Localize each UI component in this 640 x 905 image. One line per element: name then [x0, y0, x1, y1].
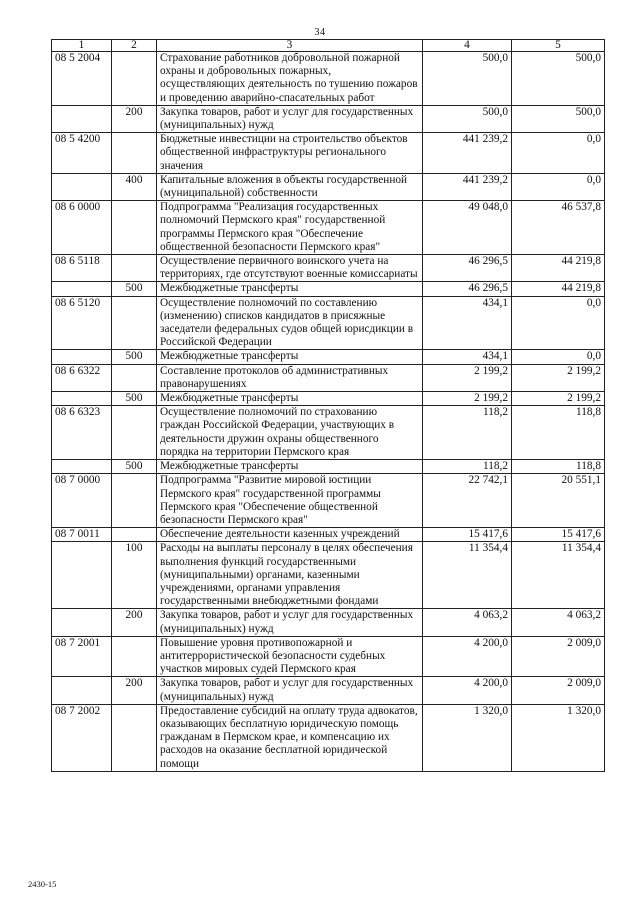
row-code: 08 6 5120: [52, 296, 112, 350]
row-value-1: 441 239,2: [423, 133, 512, 174]
row-value-1: 11 354,4: [423, 542, 512, 609]
row-value-1: 118,2: [423, 460, 512, 474]
table-row: [52, 201, 605, 255]
row-code: [52, 173, 112, 200]
row-value-1: 1 320,0: [423, 704, 512, 771]
column-header: 4: [423, 40, 512, 52]
row-name: Повышение уровня противопожарной и антитеррористической безопасности судебных участков мировых судей Пермского края: [157, 636, 423, 677]
row-expense-type: 500: [112, 282, 157, 296]
row-value-2: 15 417,6: [512, 528, 605, 542]
row-value-2: 0,0: [512, 350, 605, 364]
row-code: [52, 282, 112, 296]
row-expense-type: [112, 255, 157, 282]
row-value-1: 2 199,2: [423, 392, 512, 406]
row-code: 08 6 6323: [52, 406, 112, 460]
row-name: Закупка товаров, работ и услуг для государственных (муниципальных) нужд: [157, 609, 423, 636]
table-row: [52, 364, 605, 391]
row-expense-type: 200: [112, 677, 157, 704]
row-expense-type: [112, 201, 157, 255]
table-row: [52, 542, 605, 609]
row-name: Предоставление субсидий на оплату труда адвокатов, оказывающих бесплатную юридическую помощь гражданам в Пермском крае, и компенсацию их расходов на оказание бесплатной юридической помощи: [157, 704, 423, 771]
table-row: [52, 474, 605, 528]
row-name: Осуществление первичного воинского учета на территориях, где отсутствуют военные комиссариаты: [157, 255, 423, 282]
row-value-2: 44 219,8: [512, 282, 605, 296]
table-header-row: [52, 40, 605, 52]
row-name: Межбюджетные трансферты: [157, 282, 423, 296]
row-expense-type: [112, 364, 157, 391]
row-value-2: 20 551,1: [512, 474, 605, 528]
table-row: [52, 255, 605, 282]
row-value-2: 2 199,2: [512, 392, 605, 406]
row-code: 08 7 2001: [52, 636, 112, 677]
row-code: [52, 609, 112, 636]
row-expense-type: [112, 528, 157, 542]
row-expense-type: [112, 296, 157, 350]
row-name: Бюджетные инвестиции на строительство объектов общественной инфраструктуры регионального значения: [157, 133, 423, 174]
row-value-1: 4 063,2: [423, 609, 512, 636]
budget-table: [51, 39, 605, 772]
row-code: 08 6 5118: [52, 255, 112, 282]
row-expense-type: 400: [112, 173, 157, 200]
row-code: 08 7 0000: [52, 474, 112, 528]
row-code: [52, 350, 112, 364]
row-expense-type: 200: [112, 105, 157, 132]
row-value-2: 500,0: [512, 52, 605, 106]
row-value-2: 2 009,0: [512, 677, 605, 704]
row-value-1: 46 296,5: [423, 282, 512, 296]
row-name: Осуществление полномочий по составлению (изменению) списков кандидатов в присяжные заседатели федеральных судов общей юрисдикции в Российской Федерации: [157, 296, 423, 350]
row-expense-type: 500: [112, 460, 157, 474]
table-row: [52, 296, 605, 350]
row-name: Осуществление полномочий по страхованию граждан Российской Федерации, участвующих в деятельности дружин охраны общественного порядка на территории Пермского края: [157, 406, 423, 460]
row-value-2: 0,0: [512, 173, 605, 200]
row-value-2: 2 199,2: [512, 364, 605, 391]
table-row: [52, 460, 605, 474]
row-name: Закупка товаров, работ и услуг для государственных (муниципальных) нужд: [157, 677, 423, 704]
table-row: [52, 350, 605, 364]
row-value-1: 500,0: [423, 105, 512, 132]
row-expense-type: [112, 474, 157, 528]
row-code: 08 5 2004: [52, 52, 112, 106]
row-expense-type: [112, 52, 157, 106]
table-row: [52, 609, 605, 636]
row-name: Подпрограмма "Развитие мировой юстиции Пермского края" государственной программы Пермского края "Обеспечение общественной безопасности Пермского края": [157, 474, 423, 528]
row-value-2: 118,8: [512, 406, 605, 460]
row-expense-type: [112, 636, 157, 677]
table-row: [52, 704, 605, 771]
row-code: [52, 392, 112, 406]
row-value-1: 441 239,2: [423, 173, 512, 200]
row-code: 08 5 4200: [52, 133, 112, 174]
row-name: Межбюджетные трансферты: [157, 460, 423, 474]
row-name: Межбюджетные трансферты: [157, 392, 423, 406]
row-code: 08 7 2002: [52, 704, 112, 771]
row-value-1: 15 417,6: [423, 528, 512, 542]
row-name: Межбюджетные трансферты: [157, 350, 423, 364]
row-code: [52, 542, 112, 609]
table-row: [52, 406, 605, 460]
row-value-2: 0,0: [512, 133, 605, 174]
row-code: 08 6 6322: [52, 364, 112, 391]
row-value-1: 22 742,1: [423, 474, 512, 528]
row-value-2: 46 537,8: [512, 201, 605, 255]
table-row: [52, 105, 605, 132]
row-name: Составление протоколов об административных правонарушениях: [157, 364, 423, 391]
row-value-1: 49 048,0: [423, 201, 512, 255]
row-expense-type: [112, 133, 157, 174]
table-row: [52, 52, 605, 106]
row-name: Подпрограмма "Реализация государственных полномочий Пермского края" государственной программы Пермского края "Обеспечение общественной безопасности Пермского края": [157, 201, 423, 255]
row-code: 08 7 0011: [52, 528, 112, 542]
row-value-1: 4 200,0: [423, 677, 512, 704]
row-code: [52, 677, 112, 704]
row-value-2: 1 320,0: [512, 704, 605, 771]
column-header: 2: [112, 40, 157, 52]
row-name: Страхование работников добровольной пожарной охраны и добровольных пожарных, осуществляющих деятельность по тушению пожаров и проведению аварийно-спасательных работ: [157, 52, 423, 106]
row-value-1: 2 199,2: [423, 364, 512, 391]
row-value-1: 434,1: [423, 350, 512, 364]
row-value-2: 2 009,0: [512, 636, 605, 677]
table-row: [52, 392, 605, 406]
table-row: [52, 677, 605, 704]
row-name: Закупка товаров, работ и услуг для государственных (муниципальных) нужд: [157, 105, 423, 132]
row-value-1: 434,1: [423, 296, 512, 350]
row-value-2: 11 354,4: [512, 542, 605, 609]
row-name: Обеспечение деятельности казенных учреждений: [157, 528, 423, 542]
row-expense-type: 500: [112, 350, 157, 364]
row-code: [52, 460, 112, 474]
footer-code: 2430-15: [28, 879, 57, 889]
row-name: Капитальные вложения в объекты государственной (муниципальной) собственности: [157, 173, 423, 200]
table-row: [52, 133, 605, 174]
row-value-1: 4 200,0: [423, 636, 512, 677]
page-number: 34: [314, 27, 326, 38]
row-value-1: 46 296,5: [423, 255, 512, 282]
row-value-2: 4 063,2: [512, 609, 605, 636]
row-expense-type: 100: [112, 542, 157, 609]
row-value-2: 44 219,8: [512, 255, 605, 282]
column-header: 1: [52, 40, 112, 52]
table-row: [52, 173, 605, 200]
row-name: Расходы на выплаты персоналу в целях обеспечения выполнения функций государственными (муниципальными) органами, казенными учреждениями, органами управления государственными внебюджетными фондами: [157, 542, 423, 609]
row-expense-type: [112, 704, 157, 771]
row-expense-type: [112, 406, 157, 460]
row-value-1: 500,0: [423, 52, 512, 106]
row-expense-type: 500: [112, 392, 157, 406]
row-value-2: 118,8: [512, 460, 605, 474]
row-value-1: 118,2: [423, 406, 512, 460]
row-value-2: 500,0: [512, 105, 605, 132]
row-value-2: 0,0: [512, 296, 605, 350]
row-code: [52, 105, 112, 132]
column-header: 3: [157, 40, 423, 52]
table-row: [52, 528, 605, 542]
table-row: [52, 282, 605, 296]
table-row: [52, 636, 605, 677]
row-expense-type: 200: [112, 609, 157, 636]
column-header: 5: [512, 40, 605, 52]
row-code: 08 6 0000: [52, 201, 112, 255]
